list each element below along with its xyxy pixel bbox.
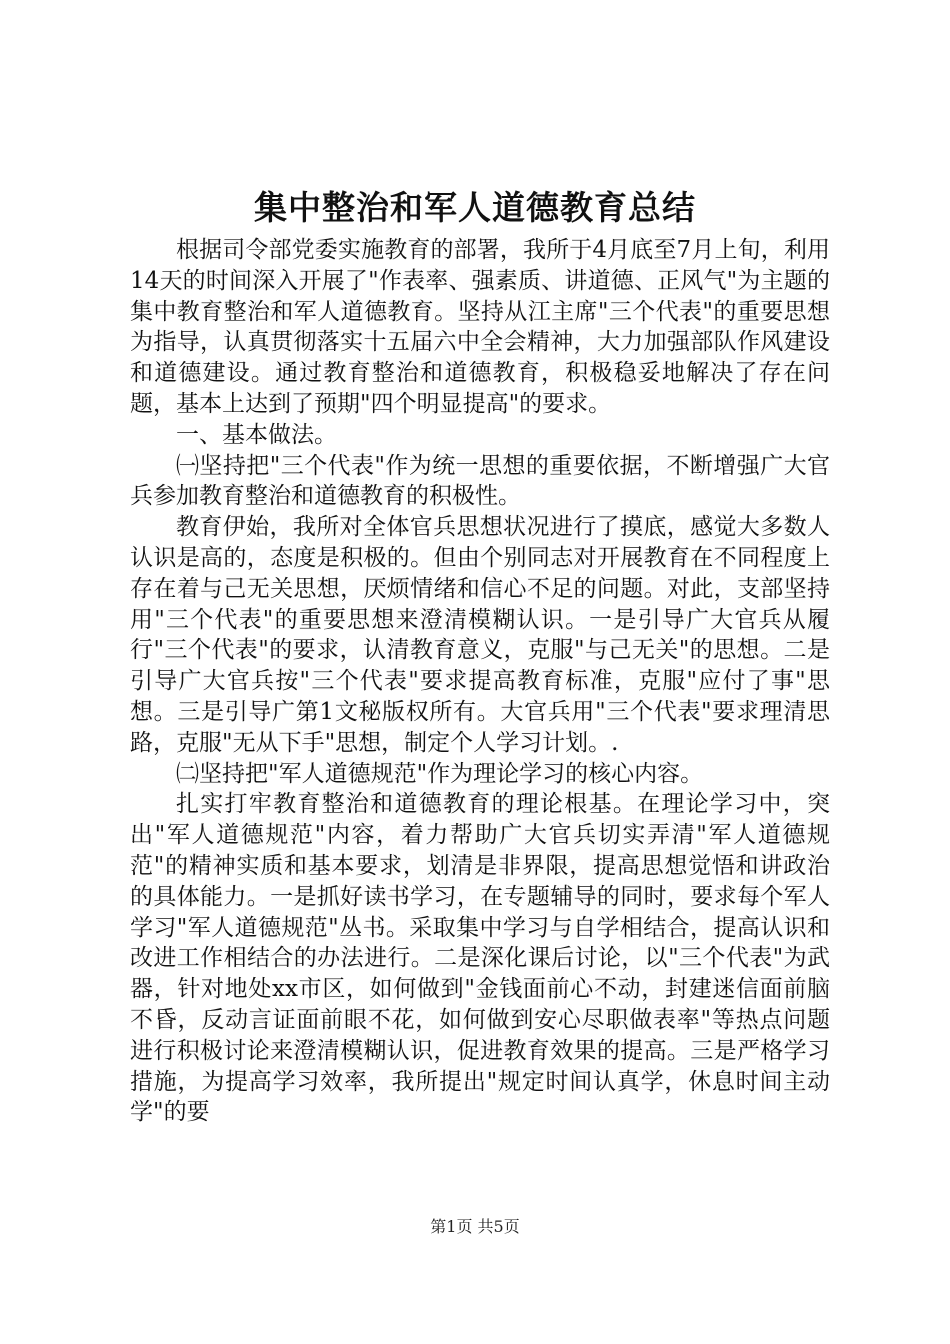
paragraph-section-1-heading: ㈠坚持把"三个代表"作为统一思想的重要依据，不断增强广大官兵参加教育整治和道德教育的积极性。 [130, 452, 830, 510]
page-footer: 第1页 共5页 [430, 1217, 520, 1236]
document-body [130, 235, 830, 1128]
paragraph-section-2-heading: ㈡坚持把"军人道德规范"作为理论学习的核心内容。 [176, 760, 704, 787]
paragraph-heading-basic-methods: 一、基本做法。 [176, 421, 337, 448]
document-title: 集中整治和军人道德教育总结 [254, 188, 696, 227]
paragraph-intro: 根据司令部党委实施教育的部署，我所于4月底至7月上旬，利用14天的时间深入开展了"作表率、强素质、讲道德、正风气"为主题的集中教育整治和军人道德教育。坚持从江主席"三个代表"的重要思想为指导，认真贯彻落实十五届六中全会精神，大力加强部队作风建设和道德建设。通过教育整治和道德教育，积极稳妥地解决了存在问题，基本上达到了预期"四个明显提高"的要求。 [130, 237, 830, 417]
paragraph-section-2-body: 扎实打牢教育整治和道德教育的理论根基。在理论学习中，突出"军人道德规范"内容，着力帮助广大官兵切实弄清"军人道德规范"的精神实质和基本要求，划清是非界限，提高思想觉悟和讲政治的具体能力。一是抓好读书学习，在专题辅导的同时，要求每个军人学习"军人道德规范"丛书。采取集中学习与自学相结合，提高认识和改进工作相结合的办法进行。二是深化课后讨论，以"三个代表"为武器，针对地处xx市区，如何做到"金钱面前心不动，封建迷信面前脑不昏，反动言证面前眼不花，如何做到安心尽职做表率"等热点问题进行积极讨论来澄清模糊认识，促进教育效果的提高。三是严格学习措施，为提高学习效率，我所提出"规定时间认真学，休息时间主动学"的要 [130, 791, 830, 1126]
paragraph-section-1-body: 教育伊始，我所对全体官兵思想状况进行了摸底，感觉大多数人认识是高的，态度是积极的。但由个别同志对开展教育在不同程度上存在着与己无关思想，厌烦情绪和信心不足的问题。对此，支部坚持用"三个代表"的重要思想来澄清模糊认识。一是引导广大官兵从履行"三个代表"的要求，认清教育意义，克服"与己无关"的思想。二是引导广大官兵按"三个代表"要求提高教育标准，克服"应付了事"思想。三是引导广第1文秘版权所有。大官兵用"三个代表"要求理清思路，克服"无从下手"思想，制定个人学习计划。. [130, 514, 830, 756]
